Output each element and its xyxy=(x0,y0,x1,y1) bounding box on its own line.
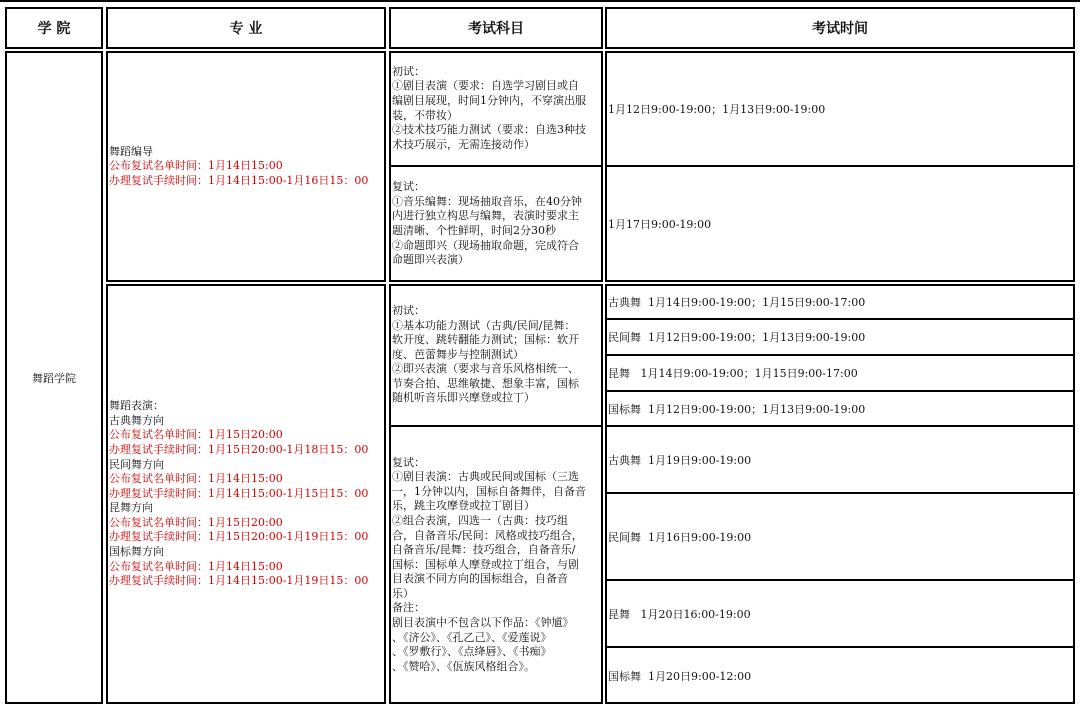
subject-line: 初试： xyxy=(392,303,425,317)
subject-line: 国标：国标单人摩登或拉丁组合，与剧 xyxy=(392,557,579,571)
performance-prelim-time-row: 民间舞 1月12日9:00-19:00；1月13日9:00-19:00 xyxy=(605,319,1075,355)
subject-line: ②组合表演，四选一（古典：技巧组 xyxy=(392,513,568,527)
subject-line: 初试： xyxy=(392,64,425,78)
major-line: 办理复试手续时间：1月15日20:00-1月18日15：00 xyxy=(109,442,369,456)
subject-line: 软开度、跳转翻能力测试；国标：软开 xyxy=(392,333,579,347)
subject-line: 装，不带妆） xyxy=(392,108,458,122)
subject-line: 随机听音乐即兴摩登或拉丁） xyxy=(392,391,535,405)
performance-prelim-time-row: 昆舞 1月14日9:00-19:00；1月15日9:00-17:00 xyxy=(605,355,1075,391)
subject-line: 自备音乐/昆舞：技巧组合，自备音乐/ xyxy=(392,543,576,557)
subject-line: 题清晰、个性鲜明，时间2分30秒 xyxy=(392,224,556,237)
subject-line: 备注： xyxy=(392,601,425,615)
college-frame xyxy=(5,51,103,704)
performance-retest-time-row: 昆舞 1月20日16:00-19:00 xyxy=(605,580,1075,647)
subject-line: 、《济公》、《孔乙己》、《爱莲说》 xyxy=(392,630,552,644)
performance-retest-time-row: 古典舞 1月19日9:00-19:00 xyxy=(605,426,1075,493)
subject-line: 乐，跳主攻摩登或拉丁剧目） xyxy=(392,499,535,513)
major-line: 民间舞方向 xyxy=(109,457,164,471)
subject-line: 目表演不同方向的国标组合，自备音 xyxy=(392,572,568,586)
subject-line: 乐） xyxy=(392,586,414,600)
subject-line: 、《赞哈》、《佤族风格组合》。 xyxy=(392,659,535,673)
major-line: 古典舞方向 xyxy=(109,413,164,427)
performance-subjects-frame xyxy=(389,284,603,704)
performance-retest-time-row: 民间舞 1月16日9:00-19:00 xyxy=(605,493,1075,580)
subject-line: 编剧目展现，时间1分钟内，不穿演出服 xyxy=(392,93,586,107)
header-major: 专 业 xyxy=(106,7,386,49)
performance-retest-time-row: 国标舞 1月20日9:00-12:00 xyxy=(605,647,1075,704)
major-line: 公布复试名单时间：1月14日15:00 xyxy=(109,559,283,573)
major-line: 办理复试手续时间：1月15日20:00-1月19日15：00 xyxy=(109,530,369,544)
major-line: 公布复试名单时间：1月14日15:00 xyxy=(109,472,283,486)
subject-line: ②即兴表演（要求与音乐风格相统一、 xyxy=(392,362,579,376)
header-time-frame xyxy=(605,7,1075,49)
subject-line: 命题即兴表演） xyxy=(392,253,469,267)
major-line: 国标舞方向 xyxy=(109,545,164,559)
major-line: 公布复试名单时间：1月15日20:00 xyxy=(109,428,283,442)
subject-line: 复试： xyxy=(392,180,425,194)
subject-line: 、《罗敷行》、《点绛唇》、《书痴》 xyxy=(392,645,552,659)
major-line: 舞蹈编导 xyxy=(109,144,153,158)
header-college: 学 院 xyxy=(5,7,103,49)
choreography-subjects-frame xyxy=(389,51,603,282)
subject-line: ②命题即兴（现场抽取命题，完成符合 xyxy=(392,238,579,252)
subject-line: ①音乐编舞：现场抽取音乐，在40分钟 xyxy=(392,194,582,208)
header-subjects-frame xyxy=(389,7,603,49)
major-line: 公布复试名单时间：1月15日20:00 xyxy=(109,515,283,529)
subject-line: 节奏合拍、思维敏捷、想象丰富，国标 xyxy=(392,376,579,390)
major-line: 舞蹈表演： xyxy=(109,399,164,413)
performance-prelim-time-row: 古典舞 1月14日9:00-19:00；1月15日9:00-17:00 xyxy=(605,284,1075,319)
header-major-frame xyxy=(106,7,386,49)
subject-line: 剧目表演中不包含以下作品：《钟馗》 xyxy=(392,616,574,630)
choreography-retest-time: 1月17日9:00-19:00 xyxy=(605,166,1075,282)
choreography-prelim-time: 1月12日9:00-19:00；1月13日9:00-19:00 xyxy=(605,51,1075,166)
subject-line: 复试： xyxy=(392,455,425,469)
major-line: 办理复试手续时间：1月14日15:00-1月15日15：00 xyxy=(109,486,369,500)
subject-line: ②技术技巧能力测试（要求：自选3种技 xyxy=(392,123,586,137)
subject-line: 度、芭蕾舞步与控制测试） xyxy=(392,347,524,361)
subject-line: 合，自备音乐/民间：风格或技巧组合， xyxy=(392,528,583,542)
subject-line: 一，1分钟以内，国标自备舞伴，自备音 xyxy=(392,484,586,498)
performance-major-frame xyxy=(106,284,386,704)
major-line: 办理复试手续时间：1月14日15:00-1月19日15：00 xyxy=(109,574,369,588)
choreography-major-frame xyxy=(106,51,386,282)
top-border xyxy=(0,0,1080,2)
subject-line: ①基本功能力测试（古典/民间/昆舞： xyxy=(392,318,576,332)
college-name: 舞蹈学院 xyxy=(5,51,103,704)
subject-line: 内进行独立构思与编舞，表演时要求主 xyxy=(392,209,579,223)
header-subjects: 考试科目 xyxy=(389,7,603,49)
performance-prelim-time-row: 国标舞 1月12日9:00-19:00；1月13日9:00-19:00 xyxy=(605,391,1075,426)
major-line: 昆舞方向 xyxy=(109,501,153,515)
major-line: 公布复试名单时间：1月14日15:00 xyxy=(109,159,283,173)
subject-line: 术技巧展示，无需连接动作） xyxy=(392,137,535,151)
subject-line: ①剧目表演：古典或民间或国标（三选 xyxy=(392,470,579,484)
major-line: 办理复试手续时间：1月14日15:00-1月16日15：00 xyxy=(109,173,369,187)
choreography-time-frame xyxy=(605,51,1075,282)
performance-time-frame xyxy=(605,284,1075,704)
header-college-frame xyxy=(5,7,103,49)
subject-line: ①剧目表演（要求：自选学习剧目或自 xyxy=(392,79,579,93)
header-time: 考试时间 xyxy=(605,7,1075,49)
